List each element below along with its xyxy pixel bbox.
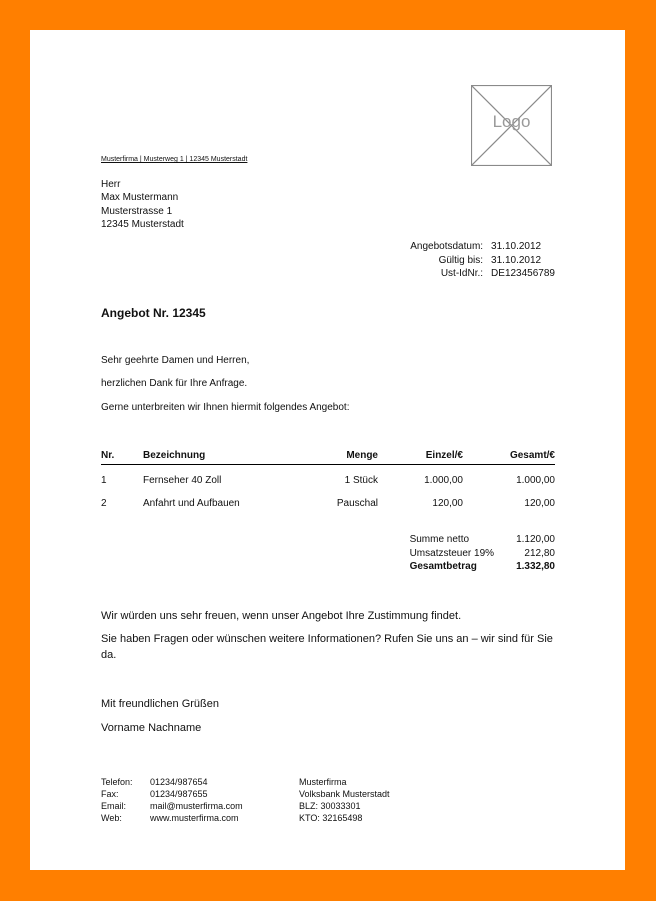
cell-nr: 2 xyxy=(101,498,107,509)
meta-value: DE123456789 xyxy=(491,268,555,279)
sender-line: Musterfirma | Musterweg 1 | 12345 Musterstadt xyxy=(101,156,248,163)
closing-text-2 xyxy=(101,631,553,663)
closing-text-2a: Sie haben Fragen oder wünschen weitere Informationen? Rufen Sie uns an – wir sind für Sie xyxy=(101,633,553,645)
footer-contact-row xyxy=(101,776,243,788)
footer-bank-kto: KTO: 32165498 xyxy=(299,813,363,823)
recipient-name: Max Mustermann xyxy=(101,192,179,204)
footer-value: 01234/987655 xyxy=(150,789,208,799)
header-einzel: Einzel/€ xyxy=(425,450,463,461)
greeting-text: Sehr geehrte Damen und Herren, xyxy=(101,355,250,366)
meta-label: Ust-IdNr.: xyxy=(440,268,484,279)
totals-block xyxy=(410,533,555,574)
items-table xyxy=(101,450,555,521)
cell-gesamt: 120,00 xyxy=(524,498,555,509)
footer-contact-row xyxy=(101,788,243,800)
logo-text: Logo xyxy=(492,112,531,131)
table-row xyxy=(101,498,555,521)
meta-row-vatid xyxy=(410,267,555,281)
logo-placeholder xyxy=(471,85,552,166)
recipient-city: 12345 Musterstadt xyxy=(101,218,184,230)
header-menge: Menge xyxy=(346,450,378,461)
regards-text: Mit freundlichen Grüßen xyxy=(101,698,219,710)
header-bezeichnung: Bezeichnung xyxy=(143,450,206,461)
footer-contact xyxy=(101,776,243,824)
recipient-street: Musterstrasse 1 xyxy=(101,205,173,217)
totals-value: 212,80 xyxy=(524,547,555,559)
cell-menge: Pauschal xyxy=(336,498,378,509)
footer-contact-row xyxy=(101,800,243,812)
footer-label: Email: xyxy=(101,801,127,811)
footer-value: mail@musterfirma.com xyxy=(150,801,243,811)
header-gesamt: Gesamt/€ xyxy=(509,450,555,461)
offer-meta xyxy=(410,240,555,281)
totals-label: Summe netto xyxy=(409,534,470,545)
cell-bezeichnung: Anfahrt und Aufbauen xyxy=(143,498,240,509)
totals-row-net xyxy=(410,533,555,547)
footer-label: Telefon: xyxy=(101,777,133,787)
table-row xyxy=(101,475,555,498)
recipient-salutation: Herr xyxy=(101,179,121,190)
footer-bank-blz: BLZ: 30033301 xyxy=(299,801,361,811)
totals-row-vat xyxy=(410,547,555,561)
meta-row-valid xyxy=(410,254,555,268)
totals-label: Umsatzsteuer 19% xyxy=(409,547,495,559)
footer-contact-row xyxy=(101,812,243,824)
table-header-row xyxy=(101,450,555,465)
meta-label: Angebotsdatum: xyxy=(410,241,484,252)
totals-value: 1.120,00 xyxy=(516,534,555,545)
cell-einzel: 120,00 xyxy=(432,498,463,509)
totals-value: 1.332,80 xyxy=(516,561,555,572)
footer-bank xyxy=(299,776,390,824)
offer-intro-text: Gerne unterbreiten wir Ihnen hiermit folgendes Angebot: xyxy=(101,402,350,413)
cell-bezeichnung: Fernseher 40 Zoll xyxy=(143,475,222,486)
cell-nr: 1 xyxy=(101,475,107,486)
cell-einzel: 1.000,00 xyxy=(424,475,463,486)
footer-bank-company: Musterfirma xyxy=(299,777,347,787)
closing-text-2b: da. xyxy=(101,649,117,661)
document-page xyxy=(30,30,625,870)
meta-value: 31.10.2012 xyxy=(491,241,542,252)
meta-label: Gültig bis: xyxy=(438,254,484,266)
signature-name: Vorname Nachname xyxy=(101,722,202,734)
footer-value: 01234/987654 xyxy=(150,777,208,787)
footer-value: www.musterfirma.com xyxy=(150,813,239,823)
meta-value: 31.10.2012 xyxy=(491,254,542,266)
footer-bank-name: Volksbank Musterstadt xyxy=(299,789,390,799)
cell-menge: 1 Stück xyxy=(344,475,378,486)
cell-gesamt: 1.000,00 xyxy=(516,475,555,486)
thanks-text: herzlichen Dank für Ihre Anfrage. xyxy=(101,378,248,389)
footer-label: Fax: xyxy=(101,789,119,799)
closing-text-1: Wir würden uns sehr freuen, wenn unser Angebot Ihre Zustimmung findet. xyxy=(101,610,462,622)
header-nr: Nr. xyxy=(101,450,115,461)
offer-title: Angebot Nr. 12345 xyxy=(101,306,206,320)
meta-row-date xyxy=(410,240,555,254)
recipient-address xyxy=(101,178,184,231)
footer-label: Web: xyxy=(101,813,122,823)
totals-row-grand xyxy=(410,560,555,574)
totals-label: Gesamtbetrag xyxy=(409,561,477,572)
